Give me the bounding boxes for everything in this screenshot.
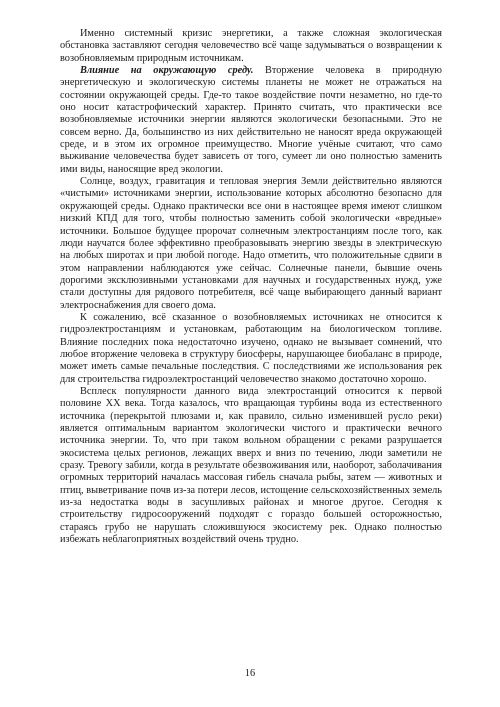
paragraph-text: Всплеск популярности данного вида электростанций относится к первой половине XX века. Тогда казалось, что вращающая турбины вода из естественного источника (перекрытой плюзами и, как правило, сильно изменившей русло реки) является оптимальным вариантом экологически чистого и практически вечного источника энергии. То, что при таком вольном обращении с реками разрушается экосистема целых регионов, лежащих вверх и вниз по течению, люди заметили не сразу. Тревогу забили, когда в результате обезвоживания или, наоборот, заболачивания огромных территорий началась массовая гибель сначала рыбы, затем — животных и птиц, выветривание почв из-за потери лесов, истощение сельскохозяйственных земель из-за недостатка воды в засушливых районах и многое другое. Сегодня к строительству гидросооружений подходят с гораздо большей осторожностью, стараясь грубо не нарушать сложившуюся экосистему рек. Однако полностью избежать неблагоприятных воздействий очень трудно. <box>60 385 442 546</box>
paragraph-4 <box>60 312 442 386</box>
paragraph-text: Вторжение человека в природную энергетическую и экологическую системы планеты не может не отражаться на состоянии окружающей среды. Где-то такое воздействие почти незаметно, но где-то оно носит катастрофический характер. Принято считать, что практически все возобновляемые источники энергии являются экологически безопасными. Это не совсем верно. Да, большинство из них действительно не наносят вреда окружающей среде, и в этом их огромное преимущество. Многие учёные считают, что само выживание человечества будет зависеть от того, сумеет ли оно полностью заменить ими виды, наносящие вред экологии. <box>60 65 442 175</box>
paragraph-3 <box>60 176 442 312</box>
paragraph-text: Именно системный кризис энергетики, а также сложная экологическая обстановка заставляют сегодня человечество всё чаще задумываться о возвращении к возобновляемым природным источникам. <box>60 28 442 64</box>
paragraph-text: Солнце, воздух, гравитация и тепловая энергия Земли действительно являются «чистыми» источниками энергии, использование которых абсолютно безопасно для окружающей среды. Однако практически все они в настоящее время имеют слишком низкий КПД для того, чтобы полностью заменить собой экологически «вредные» источники. Большое будущее пророчат солнечным электростанциям после того, как люди научатся более эффективно преобразовывать энергию звезды в электрическую на любых широтах и при любой погоде. Надо отметить, что положительные сдвиги в этом направлении наблюдаются уже сейчас. Солнечные панели, бывшие очень дорогими эксклюзивными установками для научных и государственных нужд, уже стали доступны для рядового потребителя, всё чаще выбирающего данный вариант электроснабжения для своего дома. <box>60 176 442 311</box>
paragraph-1 <box>60 28 442 65</box>
paragraph-lead: Влияние на окружающую среду. <box>80 65 254 77</box>
paragraph-5 <box>60 386 442 546</box>
page-number: 16 <box>244 668 256 679</box>
body-text <box>60 28 442 546</box>
paragraph-2 <box>60 65 442 176</box>
paragraph-text: К сожалению, всё сказанное о возобновляемых источниках не относится к гидроэлектростанциям и установкам, работающим на биологическом топливе. Влияние последних пока недостаточно изучено, однако не вызывает сомнений, что любое вторжение человека в структуру биосферы, нарушающее биобаланс в природе, может иметь самые печальные последствия. С последствиями же использования рек для строительства гидроэлектростанций человечество знакомо достаточно хорошо. <box>60 311 442 385</box>
